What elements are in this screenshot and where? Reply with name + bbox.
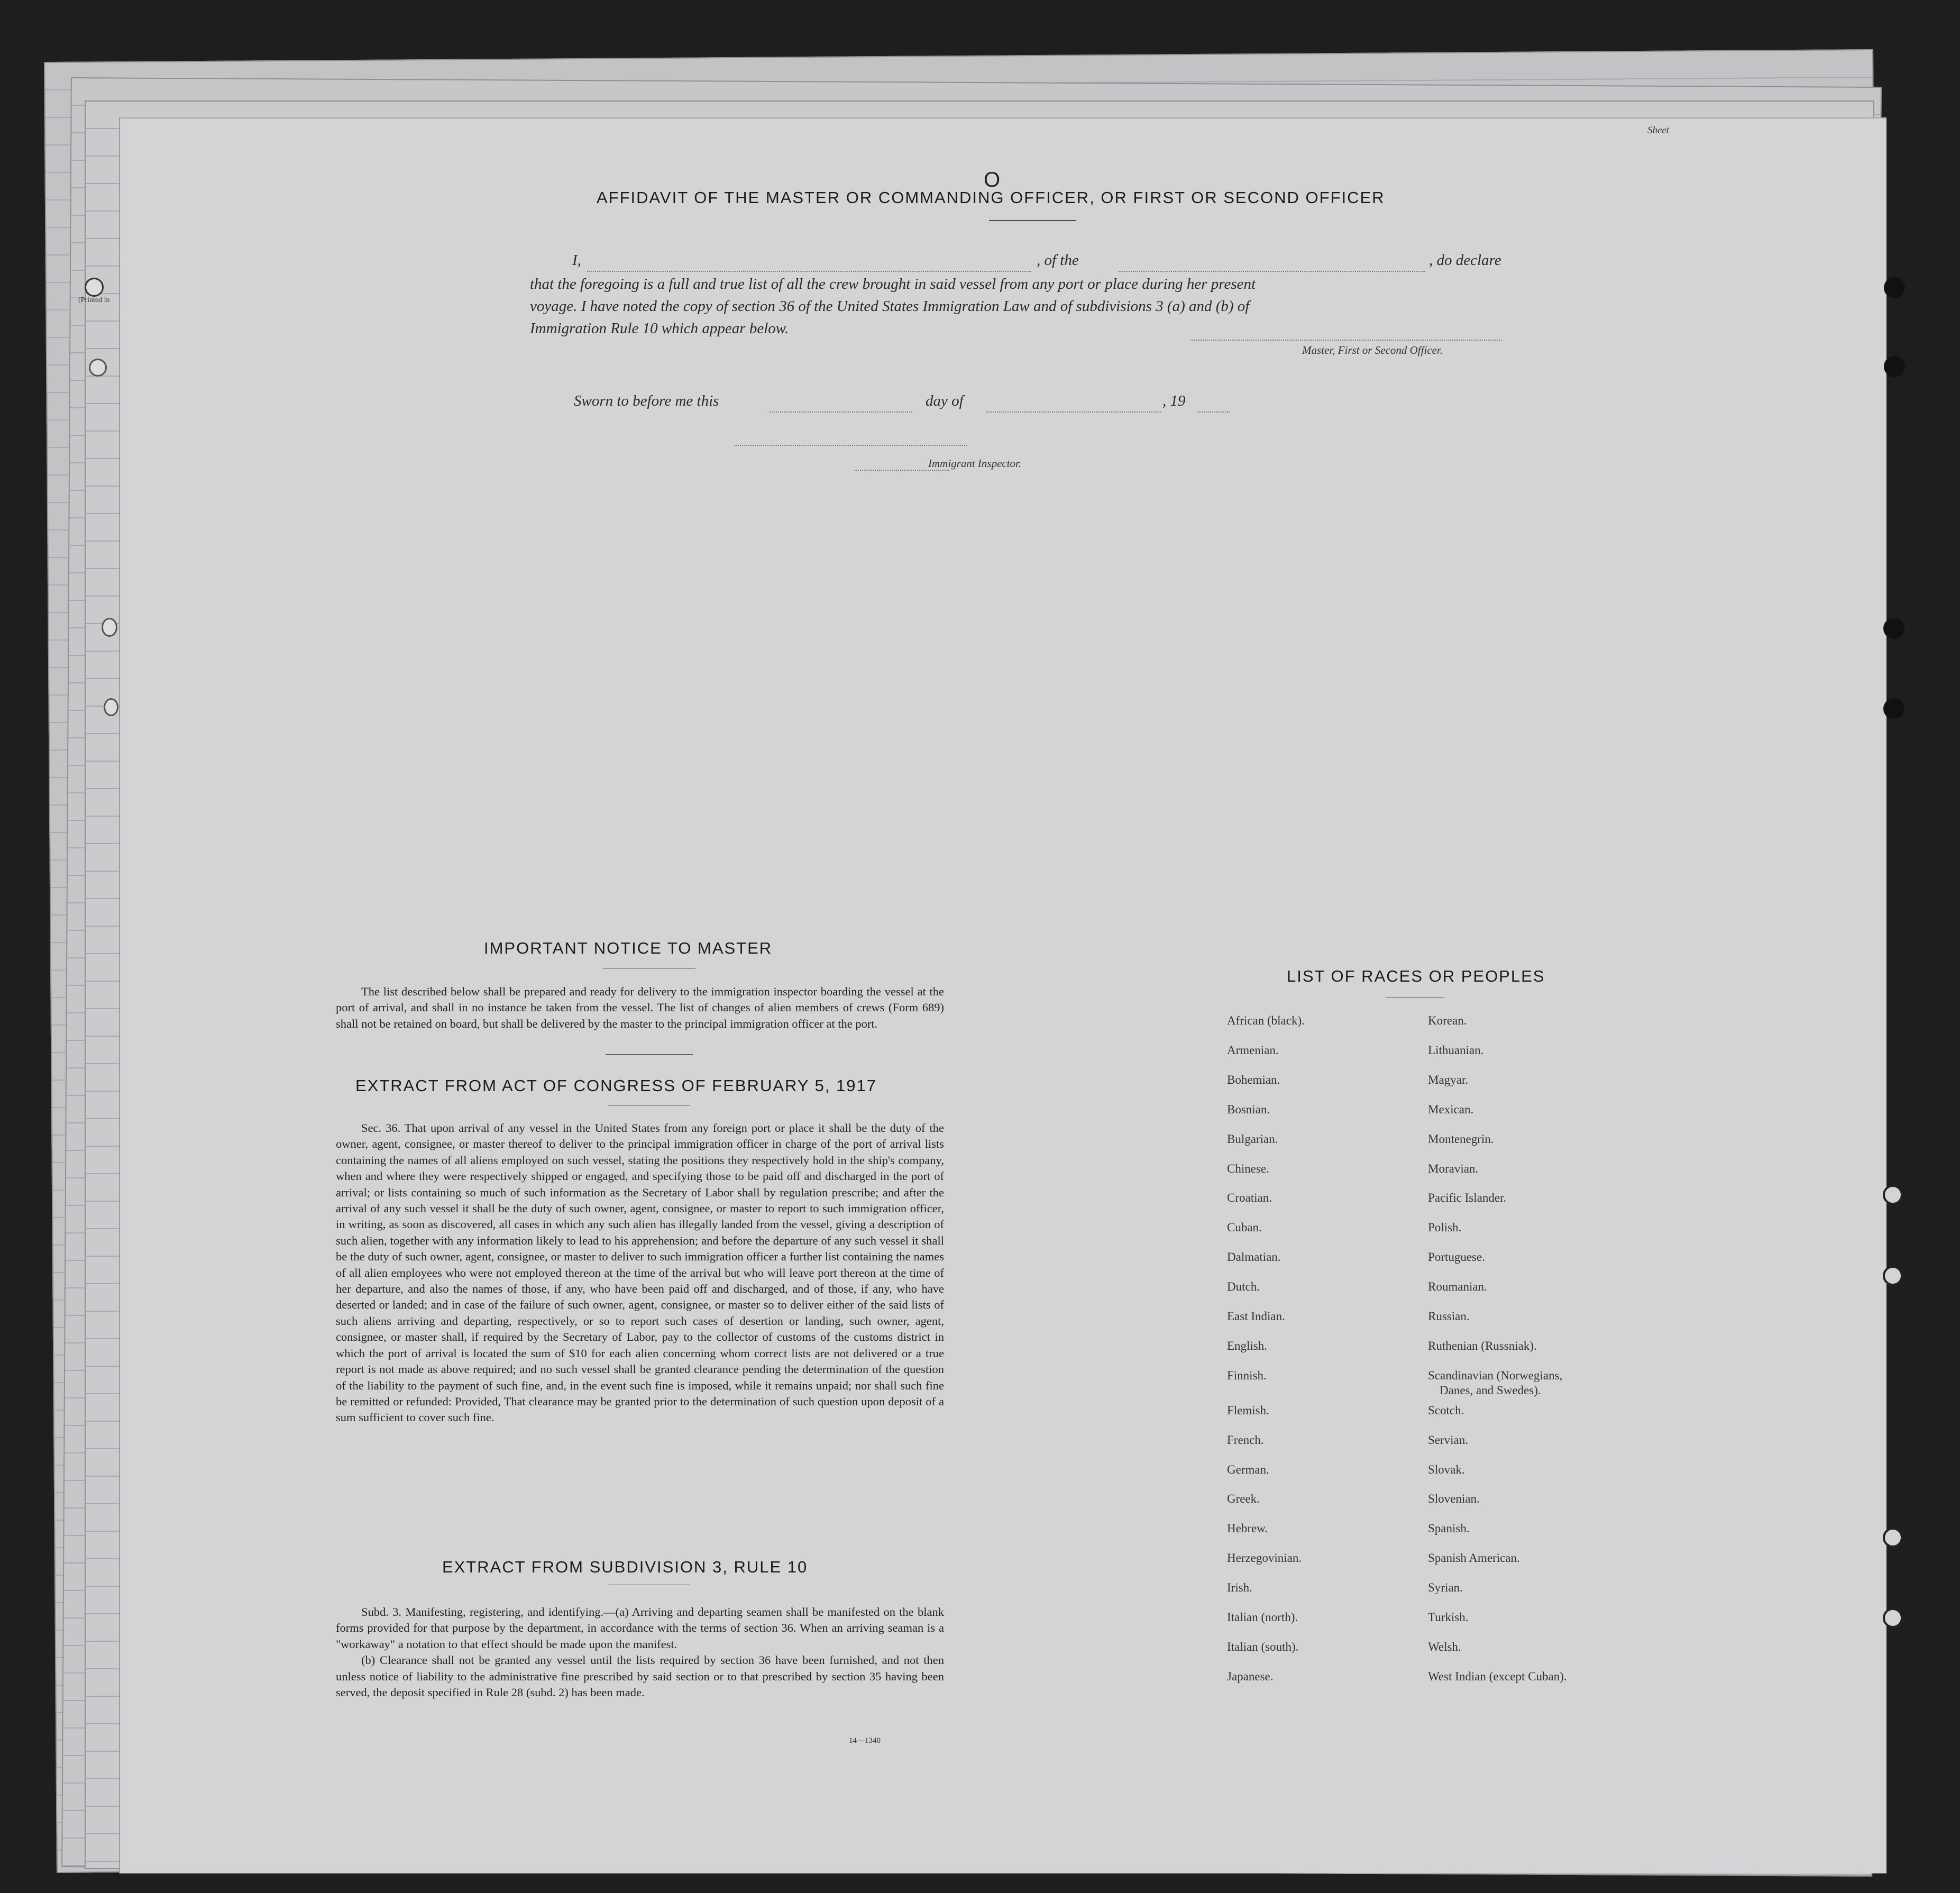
race-item: Dalmatian.	[1227, 1250, 1281, 1264]
race-item: Japanese.	[1227, 1669, 1274, 1683]
race-item: Bosnian.	[1227, 1102, 1270, 1116]
subdivision-b-paragraph: (b) Clearance shall not be granted any vessel until the lists required by section 36 have been furnished, and not then unless notice of liability to the administrative fine prescribed by said section or to that prescribed by section 35 having been served, the deposit specified in Rule 28 (subd. 2) has been made.	[336, 1653, 944, 1699]
notice-paragraph: The list described below shall be prepared and ready for delivery to the immigration inspector boarding the vessel at the port of arrival, and shall in no instance be taken from the vessel. The list of changes of alien members of crews (Form 689) shall not be retained on board, but shall be delivered by the master to the principal immigration officer at the port.	[336, 985, 944, 1030]
race-item-continuation: Danes, and Swedes).	[1440, 1384, 1541, 1397]
form-number: 14—1340	[849, 1736, 881, 1745]
race-item: Chinese.	[1227, 1162, 1269, 1175]
notice-title: IMPORTANT NOTICE TO MASTER	[484, 939, 773, 957]
race-item: Ruthenian (Russniak).	[1428, 1339, 1537, 1352]
race-item: French.	[1227, 1433, 1264, 1447]
race-item: Armenian.	[1227, 1043, 1279, 1057]
race-item: Roumanian.	[1428, 1280, 1487, 1294]
binder-hole-icon	[102, 618, 117, 637]
race-item: Servian.	[1428, 1433, 1469, 1447]
affidavit-lead: I,	[572, 252, 581, 269]
vessel-blank	[1119, 271, 1425, 272]
race-item: Finnish.	[1227, 1368, 1267, 1382]
race-item: Welsh.	[1428, 1640, 1461, 1653]
signature-blank	[1190, 340, 1502, 341]
race-item: Italian (north).	[1227, 1611, 1298, 1624]
sworn-year-blank	[1198, 411, 1230, 413]
extract-act-text	[336, 1120, 944, 1426]
affidavit-line-4: Immigration Rule 10 which appear below.	[530, 320, 789, 337]
inspector-caption: Immigrant Inspector.	[928, 457, 1022, 470]
affidavit-title: AFFIDAVIT OF THE MASTER OR COMMANDING OFFICER, OR FIRST OR SECOND OFFICER	[597, 188, 1385, 207]
affidavit-do-declare: , do declare	[1429, 252, 1501, 269]
race-item: Irish.	[1227, 1581, 1252, 1595]
punch-hole-icon	[1884, 356, 1905, 377]
punch-hole-icon	[1883, 1528, 1903, 1548]
form-mark: O	[984, 168, 1001, 191]
affidavit-of-the: , of the	[1037, 252, 1079, 269]
race-item: West Indian (except Cuban).	[1428, 1669, 1567, 1683]
punch-hole-icon	[1883, 1185, 1903, 1205]
race-item: Moravian.	[1428, 1162, 1479, 1175]
race-item: Scotch.	[1428, 1403, 1464, 1417]
extract-rule-title: EXTRACT FROM SUBDIVISION 3, RULE 10	[442, 1558, 808, 1576]
race-item: Turkish.	[1428, 1611, 1469, 1624]
signer-caption: Master, First or Second Officer.	[1302, 344, 1443, 356]
race-item: Montenegrin.	[1428, 1132, 1494, 1146]
day-of-label: day of	[926, 392, 964, 409]
race-item: English.	[1227, 1339, 1268, 1352]
race-item: Slovak.	[1428, 1462, 1465, 1476]
race-item: Dutch.	[1227, 1280, 1260, 1294]
race-item: German.	[1227, 1462, 1269, 1476]
notice-text	[336, 984, 944, 1032]
race-item: Flemish.	[1227, 1403, 1269, 1417]
race-item: Portuguese.	[1428, 1250, 1485, 1264]
binder-hole-icon	[85, 278, 104, 297]
title-underline	[989, 220, 1076, 221]
affidavit-line-3: voyage. I have noted the copy of section 36 of the United States Immigration Law and of subdivisions 3 (a) and (b) of	[530, 298, 1250, 315]
race-item: Herzegovinian.	[1227, 1551, 1302, 1565]
extract-rule-text	[336, 1604, 944, 1700]
name-blank	[587, 271, 1031, 272]
race-item: Pacific Islander.	[1428, 1191, 1507, 1205]
sworn-day-blank	[770, 411, 912, 413]
race-item: Cuban.	[1227, 1221, 1262, 1234]
race-item: Mexican.	[1428, 1102, 1474, 1116]
race-item: Spanish American.	[1428, 1551, 1520, 1565]
binder-hole-icon	[104, 698, 118, 716]
race-item: Lithuanian.	[1428, 1043, 1484, 1057]
punch-hole-icon	[1883, 1266, 1903, 1286]
year-label: , 19	[1162, 392, 1186, 409]
punch-hole-icon	[1883, 618, 1904, 639]
race-item: Bohemian.	[1227, 1073, 1280, 1086]
race-item: Italian (south).	[1227, 1640, 1299, 1653]
race-item: Greek.	[1227, 1492, 1260, 1506]
sheet-label: Sheet	[1647, 125, 1670, 136]
race-item: Russian.	[1428, 1310, 1470, 1323]
subdivision-a-paragraph: Subd. 3. Manifesting, registering, and identifying.—(a) Arriving and departing seamen shall be manifested on the blank forms provided for that purpose by the department, in accordance with the terms of section 36. When an arriving seaman is a "workaway" a notation to that effect should be made upon the manifest.	[336, 1605, 944, 1651]
punch-hole-icon	[1883, 698, 1904, 719]
section-36-paragraph: Sec. 36. That upon arrival of any vessel in the United States from any foreign port or place it shall be the duty of the owner, agent, consignee, or master thereof to deliver to the principal immigration officer in charge of the port of arrival lists containing the names of all aliens employed on such vessel, stating the positions they respectively hold in the ship's company, when and where they were respectively shipped or engaged, and specifying those to be paid off and discharged in the port of arrival; or lists containing so much of such information as the Secretary of Labor shall by regulation prescribe; and after the arrival of any such vessel it shall be the duty of such owner, agent, consignee, or master to report to such immigration officer, in writing, as soon as discovered, all cases in which any such alien has illegally landed from the vessel, giving a description of such alien, together with any information likely to lead to his apprehension; and before the departure of any such vessel it shall be the duty of such owner, agent, consignee, or master to deliver to such immigration officer a further list containing the names of all alien employees who were not employed thereon at the time of the arrival but who will leave port thereon at the time of her departure, and also the names of those, if any, who have been paid off and discharged, and of those, if any, who have deserted or landed; and in case of the failure of such owner, agent, consignee, or master so to deliver either of the said lists of such aliens arriving and departing, respectively, or so to report such cases of desertion or landing, such owner, agent, consignee, or master shall, if required by the Secretary of Labor, pay to the collector of customs of the customs district in which the port of arrival is located the sum of $10 for each alien concerning whom correct lists are not delivered or a true report is not made as above required; and no such vessel shall be granted clearance pending the determination of the question of the liability to the payment of such fine, and, in the event such fine is imposed, while it remains unpaid; nor shall such fine be remitted or refunded: Provided, That clearance may be granted prior to the determination of such question upon deposit of a sum sufficient to cover such fine.	[336, 1121, 944, 1424]
race-item: African (black).	[1227, 1014, 1305, 1027]
race-item: Polish.	[1428, 1221, 1462, 1234]
race-item: Syrian.	[1428, 1581, 1463, 1595]
races-title: LIST OF RACES OR PEOPLES	[1287, 967, 1545, 985]
race-item: Bulgarian.	[1227, 1132, 1278, 1146]
inspector-signature-blank	[734, 445, 967, 446]
affidavit-line-2: that the foregoing is a full and true list of all the crew brought in said vessel from any port or place during her present	[530, 276, 1256, 292]
binder-hole-icon	[89, 359, 107, 377]
punch-hole-icon	[1883, 1608, 1903, 1628]
extract-act-title: EXTRACT FROM ACT OF CONGRESS OF FEBRUARY 5, 1917	[355, 1076, 877, 1095]
race-item: Scandinavian (Norwegians,	[1428, 1368, 1563, 1382]
race-item: Magyar.	[1428, 1073, 1469, 1086]
race-item: Slovenian.	[1428, 1492, 1480, 1506]
race-item: Hebrew.	[1227, 1522, 1268, 1535]
notice-divider	[606, 1054, 693, 1055]
printed-in-label: (Printed in	[78, 296, 110, 304]
race-item: Spanish.	[1428, 1522, 1470, 1535]
race-item: Korean.	[1428, 1014, 1467, 1027]
sworn-month-blank	[986, 411, 1161, 413]
race-item: East Indian.	[1227, 1310, 1285, 1323]
punch-hole-icon	[1884, 277, 1905, 298]
sworn-label: Sworn to before me this	[574, 392, 719, 409]
race-item: Croatian.	[1227, 1191, 1272, 1205]
